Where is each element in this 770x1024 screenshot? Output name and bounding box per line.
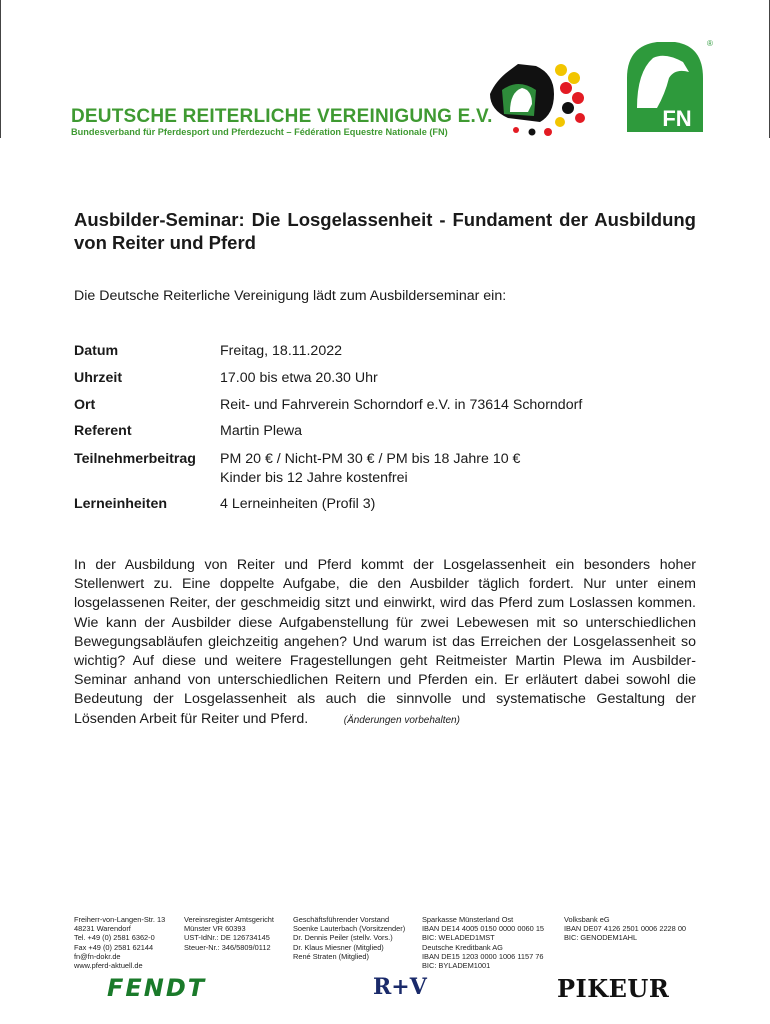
detail-label: Referent [74, 423, 132, 439]
fn-stirrup-logo [617, 38, 711, 134]
pikeur-logo: PIKEUR [557, 974, 670, 1003]
rv-logo: R+V [373, 974, 427, 1000]
detail-value-secondary: Kinder bis 12 Jahre kostenfrei [220, 470, 408, 486]
detail-label: Datum [74, 343, 119, 359]
page-edge-left [0, 0, 1, 138]
org-subtitle: Bundesverband für Pferdesport und Pferdezucht – Fédération Equestre Nationale (FN) [71, 127, 448, 137]
detail-label: Uhrzeit [74, 370, 123, 386]
footer-address: Freiherr-von-Langen-Str. 13 48231 Warendorf Tel. +49 (0) 2581 6362-0 Fax +49 (0) 2581 62144 fn@fn-dokr.de www.pferd-aktuell.de [74, 915, 166, 971]
org-name: DEUTSCHE REITERLICHE VEREINIGUNG E.V. [71, 106, 493, 127]
footer-website-link[interactable]: www.pferd-aktuell.de [74, 961, 143, 971]
footer-bank-sparkasse: Sparkasse Münsterland Ost IBAN DE14 4005 0150 0000 0060 15 BIC: WELADED1MST Deutsche Kreditbank AG IBAN DE15 1203 0000 1006 1157 76 BIC: BYLADEM1001 [422, 915, 545, 971]
detail-value: 4 Lerneinheiten (Profil 3) [220, 496, 376, 512]
fendt-logo: FENDT [107, 974, 207, 1002]
changes-reserved-note: (Änderungen vorbehalten) [343, 714, 460, 726]
detail-value: Martin Plewa [220, 423, 303, 439]
detail-value: Freitag, 18.11.2022 [220, 343, 342, 359]
footer-register: Vereinsregister Amtsgericht Münster VR 60393 UST-IdNr.: DE 126734145 Steuer-Nr.: 346/5809/0112 [184, 915, 274, 952]
footer-email-link[interactable]: fn@fn-dokr.de [74, 951, 121, 961]
detail-label: Teilnehmerbeitrag [74, 451, 196, 467]
detail-value: Reit- und Fahrverein Schorndorf e.V. in 73614 Schorndorf [220, 397, 583, 413]
footer-board: Geschäftsführender Vorstand Soenke Lauterbach (Vorsitzender) Dr. Dennis Peiler (stellv. Vors.) Dr. Klaus Miesner (Mitglied) René Straten (Mitglied) [293, 915, 406, 961]
detail-value: 17.00 bis etwa 20.30 Uhr [220, 370, 378, 386]
description-text: In der Ausbildung von Reiter und Pferd kommt der Losgelassenheit ein besonders hoher Stellenwert zu. Eine doppelte Aufgabe, die den Ausbilder täglich fordert. Nur unter einem losgelassenen Reiter, der geschmeidig sitzt und einwirkt, wird das Pferd zum Loslassen kommen. Wie kann der Ausbilder diese Aufgabenstellung für zwei Lebewesen mit so unterschiedlichen Bewegungsabläufen gleichzeitig angehen? Und warum ist das Erreichen der Losgelassenheit so wichtig? Auf diese und weitere Fragestellungen geht Reitmeister Martin Plewa im Ausbilder-Seminar anhand von unterschiedlichen Reitern und Pferden ein. Er erläutert dabei sowohl die Bedeutung der Losgelassenheit als auch die sinnvolle und systematische Gestaltung der Lösenden Arbeit für Reiter und Pferd. [74, 557, 696, 727]
svg-text:®: ® [707, 39, 713, 48]
seminar-description [74, 556, 696, 730]
detail-label: Ort [74, 397, 96, 413]
page-title: Ausbilder-Seminar: Die Losgelassenheit - Fundament der Ausbildung von Reiter und Pferd [74, 209, 696, 253]
svg-text:FN: FN [662, 106, 692, 131]
horse-head-logo [488, 60, 588, 140]
detail-label: Lerneinheiten [74, 496, 168, 512]
intro-text: Die Deutsche Reiterliche Vereinigung lädt zum Ausbilderseminar ein: [74, 288, 507, 304]
detail-value: PM 20 € / Nicht-PM 30 € / PM bis 18 Jahre 10 € [220, 451, 521, 467]
footer-bank-volksbank: Volksbank eG IBAN DE07 4126 2501 0006 2228 00 BIC: GENODEM1AHL [564, 915, 687, 943]
